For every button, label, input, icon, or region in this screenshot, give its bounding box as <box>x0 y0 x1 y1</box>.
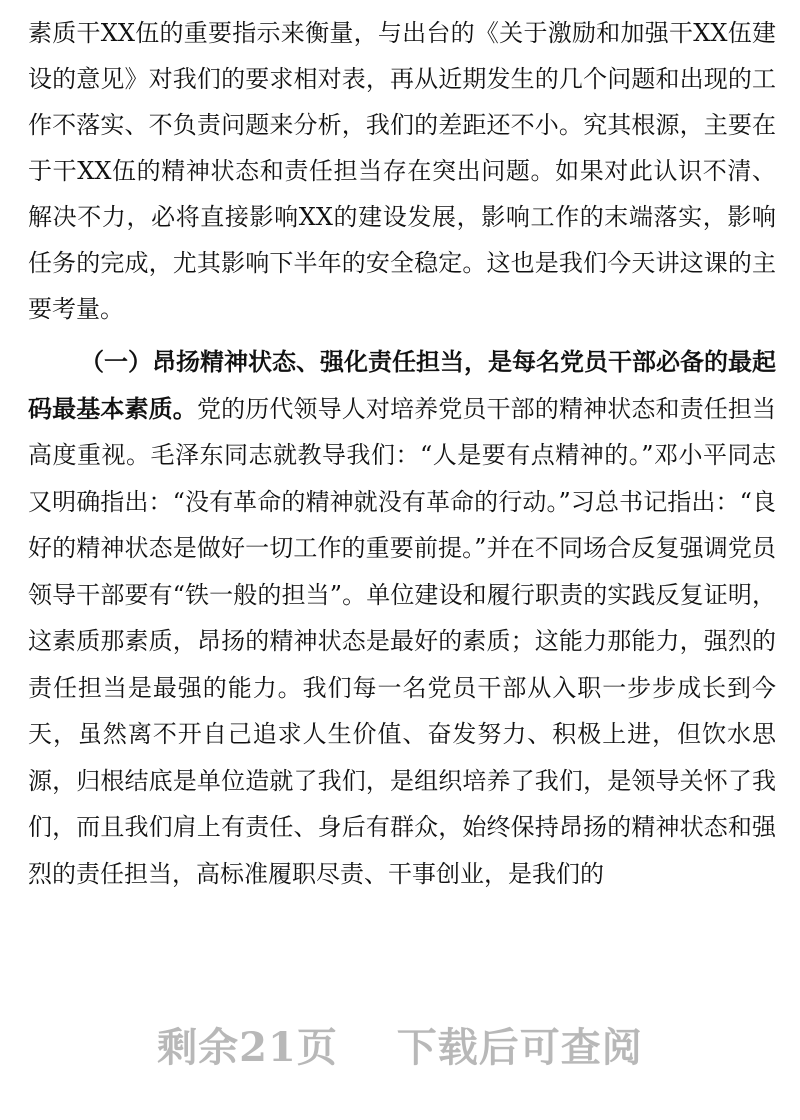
body-paragraph-2-text: 党的历代领导人对培养党员干部的精神状态和责任担当高度重视。毛泽东同志就教导我们：“人是要有点精神的。”邓小平同志又明确指出：“没有革命的精神就没有革命的行动。”习总书记指出：“良好的精神状态是做好一切工作的重要前提。”并在不同场合反复强调党员领导干部要有“铁一般的担当”。单位建设和履行职责的实践反复证明，这素质那素质，昂扬的精神状态是最好的素质；这能力那能力，强烈的责任担当是最强的能力。我们每一名党员干部从入职一步步成长到今天，虽然离不开自己追求人生价值、奋发努力、积极上进，但饮水思源，归根结底是单位造就了我们，是组织培养了我们，是领导关怀了我们，而且我们肩上有责任、身后有群众，始终保持昂扬的精神状态和强烈的责任担当，高标准履职尽责、干事创业，是我们的 <box>28 394 777 888</box>
preview-footer <box>0 1016 800 1073</box>
section-heading: （一）昂扬精神状态、强化责任担当，是每名党员干部必备的最起码最基本素质。 <box>28 347 776 423</box>
remaining-pages-label: 剩余21页 <box>157 1024 338 1071</box>
body-paragraph-1: 素质干XX伍的重要指示来衡量，与出台的《关于激励和加强干XX伍建设的意见》对我们的要求相对表，再从近期发生的几个问题和出现的工作不落实、不负责问题来分析，我们的差距还不小。究其根源，主要在于干XX伍的精神状态和责任担当存在突出问题。如果对此认识不清、解决不力，必将直接影响XX的建设发展，影响工作的末端落实，影响任务的完成，尤其影响下半年的安全稳定。这也是我们今天讲这课的主要考量。 <box>28 19 776 323</box>
download-prompt-label[interactable]: 下载后可查阅 <box>396 1024 643 1071</box>
body-paragraph-2 <box>28 339 776 897</box>
